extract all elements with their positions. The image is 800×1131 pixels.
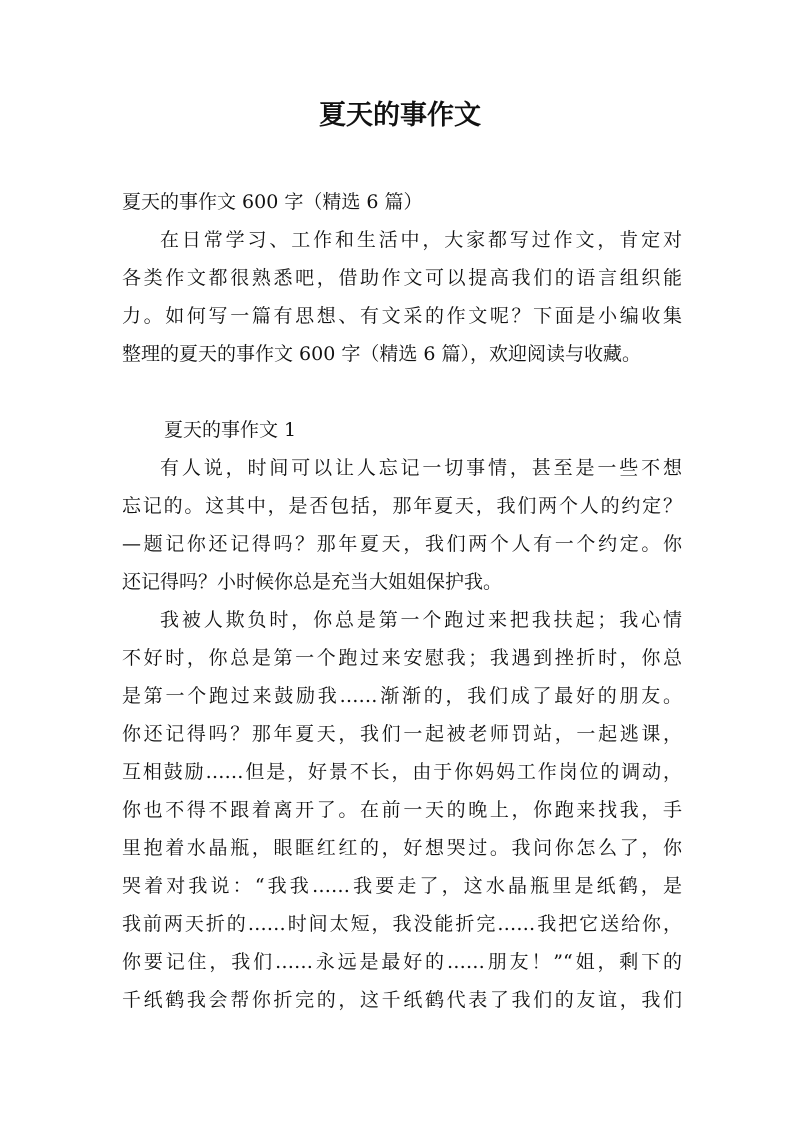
paragraph-line: 有人说，时间可以让人忘记一切事情，甚至是一些不想 xyxy=(160,457,682,479)
paragraph-line: 不好时，你总是第一个跑过来安慰我；我遇到挫折时，你总 xyxy=(122,647,682,669)
intro-line: 在日常学习、工作和生活中，大家都写过作文，肯定对 xyxy=(160,229,682,251)
paragraph-line: 忘记的。这其中，是否包括，那年夏天，我们两个人的约定？ xyxy=(122,495,682,517)
section-heading: 夏天的事作文 1 xyxy=(164,419,297,441)
paragraph-line: 互相鼓励……但是，好景不长，由于你妈妈工作岗位的调动， xyxy=(122,761,682,783)
intro-line: 整理的夏天的事作文 600 字（精选 6 篇），欢迎阅读与收藏。 xyxy=(122,343,642,365)
paragraph-line: 千纸鹤我会帮你折完的，这千纸鹤代表了我们的友谊，我们 xyxy=(122,989,682,1011)
paragraph-gap xyxy=(122,373,682,411)
paragraph-line: —题记你还记得吗？那年夏天，我们两个人有一个约定。你 xyxy=(122,533,682,555)
paragraph-line: 还记得吗？小时候你总是充当大姐姐保护我。 xyxy=(122,571,503,593)
document-title: 夏天的事作文 xyxy=(319,100,481,131)
paragraph-line: 你要记住，我们……永远是最好的……朋友！”“姐，剩下的 xyxy=(122,951,682,973)
paragraph-line: 我被人欺负时，你总是第一个跑过来把我扶起；我心情 xyxy=(160,609,682,631)
paragraph-line: 是第一个跑过来鼓励我……渐渐的，我们成了最好的朋友。 xyxy=(122,685,682,707)
intro-line: 各类作文都很熟悉吧，借助作文可以提高我们的语言组织能 xyxy=(122,267,682,289)
paragraph-line: 哭着对我说：“我我……我要走了，这水晶瓶里是纸鹤，是 xyxy=(122,875,682,897)
document-body xyxy=(122,183,682,1019)
intro-line: 力。如何写一篇有思想、有文采的作文呢？下面是小编收集 xyxy=(122,305,682,327)
document-subtitle: 夏天的事作文 600 字（精选 6 篇） xyxy=(122,191,423,213)
paragraph-line: 我前两天折的……时间太短，我没能折完……我把它送给你， xyxy=(122,913,682,935)
paragraph-line: 你还记得吗？那年夏天，我们一起被老师罚站，一起逃课， xyxy=(122,723,682,745)
paragraph-line: 里抱着水晶瓶，眼眶红红的，好想哭过。我问你怎么了，你 xyxy=(122,837,682,859)
paragraph-line: 你也不得不跟着离开了。在前一天的晚上，你跑来找我，手 xyxy=(122,799,682,821)
